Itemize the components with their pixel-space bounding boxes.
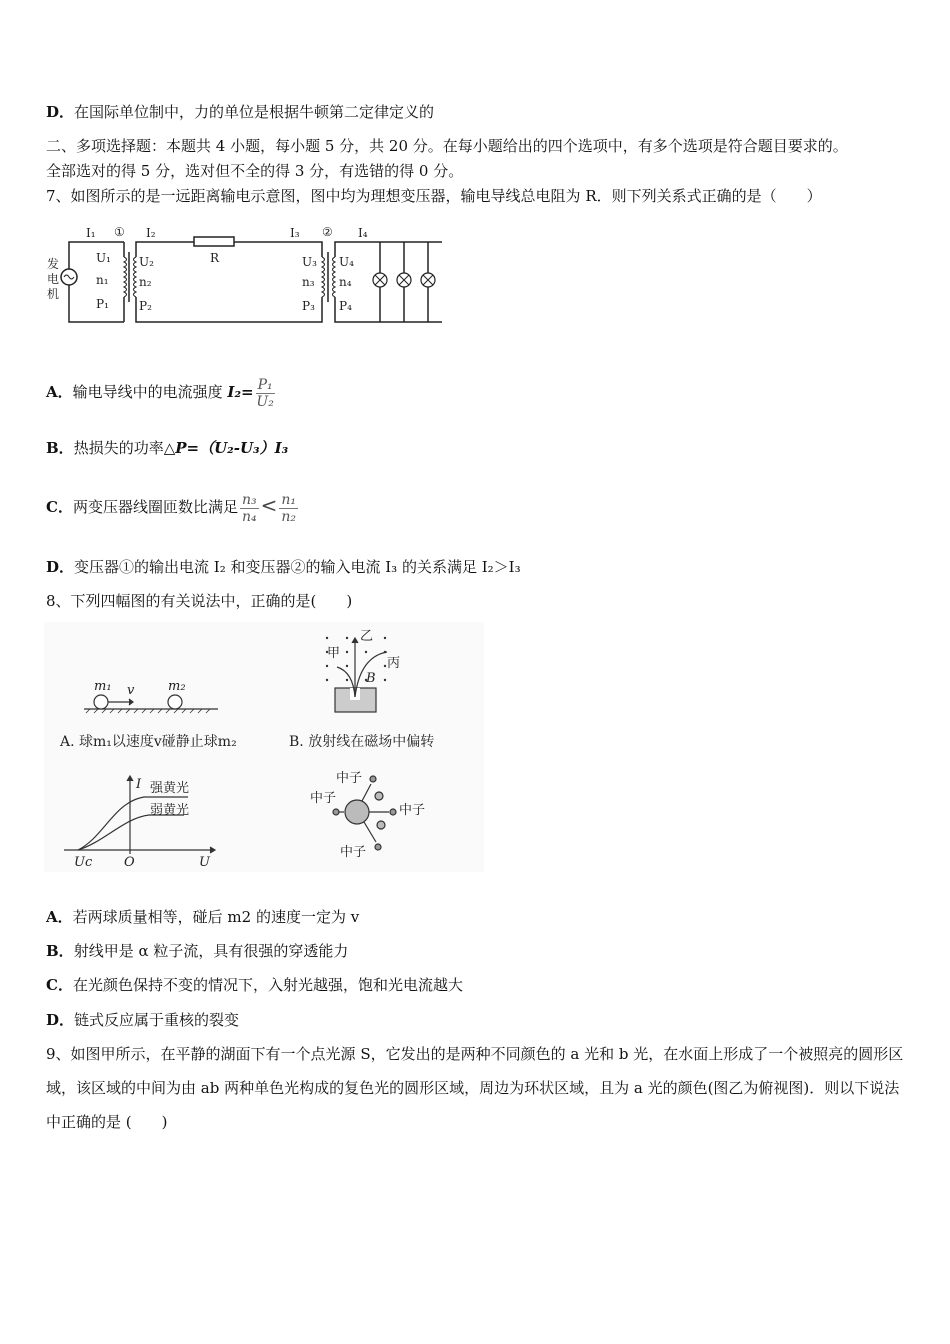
label-origin: O <box>124 855 135 870</box>
label-yi: 乙 <box>360 629 374 644</box>
option-text: 若两球质量相等，碰后 m2 的速度一定为 v <box>72 908 360 926</box>
label-u2: U₂ <box>139 255 154 269</box>
label-i3: I₃ <box>290 226 300 240</box>
q8-option-b <box>46 941 348 961</box>
option-text: 在光颜色保持不变的情况下，入射光越强，饱和光电流越大 <box>72 976 463 994</box>
option-math: I₂= <box>227 383 254 401</box>
label-strong-yellow: 强黄光 <box>150 781 190 796</box>
q7-option-b <box>46 438 288 458</box>
q8-option-d <box>46 1010 239 1030</box>
label-uc: Uc <box>74 855 93 870</box>
label-p1: P₁ <box>96 297 109 311</box>
option-label: A． <box>46 908 73 926</box>
label-generator: 电 <box>47 272 60 286</box>
label-neutron: 中子 <box>340 845 367 860</box>
label-transformer-2: ② <box>322 225 333 239</box>
denominator: U₂ <box>256 393 274 410</box>
option-label: C． <box>46 498 73 516</box>
q8-stem: 8、下列四幅图的有关说法中，正确的是( ) <box>46 592 353 610</box>
q8-four-figures <box>44 622 484 872</box>
option-text: 在国际单位制中，力的单位是根据牛顿第二定律定义的 <box>74 103 435 121</box>
option-label: B． <box>46 942 74 960</box>
label-i2: I₂ <box>146 226 156 240</box>
label-m1: m₁ <box>94 679 112 694</box>
label-p3: P₃ <box>302 299 315 313</box>
q7-stem: 7、如图所示的是一远距离输电示意图，图中均为理想变压器，输电导线总电阻为 R．则下列关系式正确的是（ ） <box>46 187 822 205</box>
less-than: < <box>260 493 278 517</box>
label-m2: m₂ <box>168 679 186 694</box>
label-u4: U₄ <box>339 255 354 269</box>
denominator: n₄ <box>241 508 257 525</box>
label-i4: I₄ <box>358 226 368 240</box>
option-label: B． <box>46 439 74 457</box>
option-label: D． <box>46 103 75 121</box>
q7-circuit-figure <box>44 222 444 327</box>
label-u3: U₃ <box>302 255 317 269</box>
denominator: n₂ <box>281 508 297 525</box>
option-label: A． <box>46 383 73 401</box>
label-n4: n₄ <box>339 275 352 289</box>
option-text: 输电导线中的电流强度 <box>72 383 228 401</box>
label-n1: n₁ <box>96 273 109 287</box>
label-neutron: 中子 <box>399 803 426 818</box>
option-math: P=（U₂-U₃）I₃ <box>175 439 289 457</box>
label-i1: I₁ <box>86 226 96 240</box>
label-jia: 甲 <box>327 646 341 661</box>
option-text: 两变压器线圈匝数比满足 <box>72 498 238 516</box>
label-n3: n₃ <box>302 275 315 289</box>
q7-option-d <box>46 557 521 577</box>
label-p2: P₂ <box>139 299 152 313</box>
label-neutron: 中子 <box>310 791 337 806</box>
label-r: R <box>210 251 220 265</box>
fraction <box>240 492 259 525</box>
q7-option-c <box>46 480 300 532</box>
label-generator: 机 <box>47 287 60 301</box>
label-transformer-1: ① <box>114 225 125 239</box>
numerator: P₁ <box>257 376 273 393</box>
option-label: C． <box>46 976 73 994</box>
option-text: 变压器①的输出电流 I₂ 和变压器②的输入电流 I₃ 的关系满足 I₂＞I₃ <box>74 558 521 576</box>
option-text: 链式反应属于重核的裂变 <box>74 1011 240 1029</box>
label-b-field: B <box>366 671 376 686</box>
label-i-axis: I <box>136 777 142 792</box>
q9-stem: 9、如图甲所示，在平静的湖面下有一个点光源 S，它发出的是两种不同颜色的 a 光和 b 光，在水面上形成了一个被照亮的圆形区域，该区域的中间为由 ab 两种单色光构成的复色光的圆形区域，周边为环状区域，且为 a 光的颜色(图乙为俯视图)．则以下说法中正确的是 ( ) <box>46 1045 904 1131</box>
label-u1: U₁ <box>96 251 111 265</box>
q7-option-a <box>46 372 277 412</box>
label-v: v <box>127 683 135 698</box>
q8-option-a <box>46 907 359 927</box>
fraction <box>279 492 298 525</box>
q8-option-c <box>46 975 463 995</box>
numerator: n₃ <box>241 491 257 508</box>
option-text: 热损失的功率△ <box>73 439 176 457</box>
fraction <box>256 377 275 410</box>
section-header-line1: 二、多项选择题：本题共 4 小题，每小题 5 分，共 20 分。在每小题给出的四个选项中，有多个选项是符合题目要求的。 <box>46 137 848 155</box>
numerator: n₁ <box>281 491 297 508</box>
label-weak-yellow: 弱黄光 <box>150 803 190 818</box>
label-generator: 发 <box>47 257 60 271</box>
label-u-axis: U <box>199 855 210 870</box>
section-header-line2: 全部选对的得 5 分，选对但不全的得 3 分，有选错的得 0 分。 <box>46 162 464 180</box>
q6-option-d <box>46 102 434 122</box>
caption-b: B. 放射线在磁场中偏转 <box>289 734 435 750</box>
option-label: D． <box>46 558 75 576</box>
label-p4: P₄ <box>339 299 352 313</box>
caption-a: A. 球m₁以速度v碰静止球m₂ <box>60 734 237 750</box>
label-neutron: 中子 <box>336 771 363 786</box>
label-n2: n₂ <box>139 275 152 289</box>
label-bing: 丙 <box>387 656 401 671</box>
option-label: D． <box>46 1011 75 1029</box>
option-text: 射线甲是 α 粒子流，具有很强的穿透能力 <box>73 942 349 960</box>
